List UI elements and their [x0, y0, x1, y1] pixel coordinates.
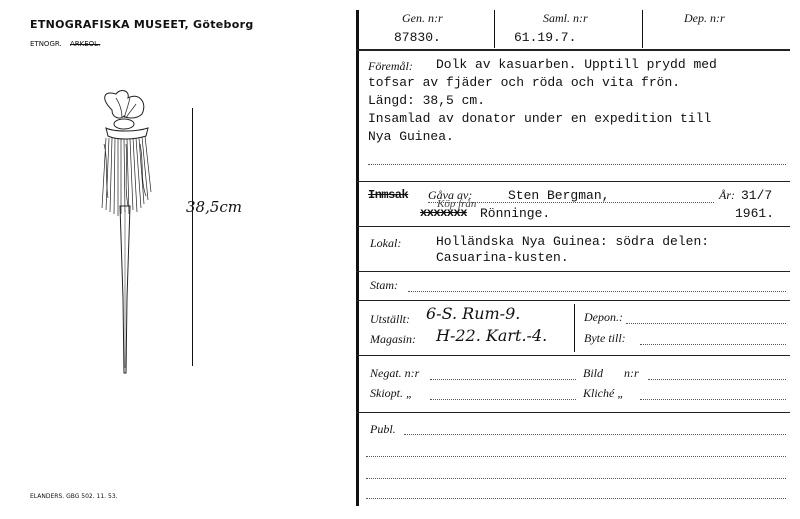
placement-rule — [356, 355, 790, 356]
card-left-border — [356, 10, 359, 506]
placement-divider — [574, 304, 575, 352]
photo-rule — [356, 412, 790, 413]
negat-label: Negat. n:r — [370, 366, 420, 380]
measure-line — [192, 108, 193, 366]
foremal-rule — [356, 181, 790, 182]
measure-note: 38,5cm — [186, 198, 243, 216]
lokal-label: Lokal: — [370, 236, 402, 250]
publ-dots-2 — [366, 456, 786, 457]
bild-nr: n:r — [624, 366, 639, 380]
foremal-dots-1 — [368, 164, 786, 165]
foremal-line-4: Insamlad av donator under en expedition till — [368, 111, 712, 126]
magasin-label: Magasin: — [370, 332, 416, 346]
bild-label: Bild — [583, 366, 603, 380]
publ-label: Publ. — [370, 422, 396, 436]
lokal-line-1: Holländska Nya Guinea: södra delen: — [436, 234, 710, 249]
bild-dots — [648, 379, 786, 380]
header-divider-1 — [494, 10, 495, 48]
magasin-value: H-22. Kart.-4. — [436, 326, 548, 345]
gava-label: Gåva av: — [428, 188, 473, 202]
skiopt-label: Skiopt. „ — [370, 386, 413, 400]
gen-label: Gen. n:r — [402, 11, 443, 25]
foremal-line-3: Längd: 38,5 cm. — [368, 93, 486, 108]
foremal-label: Föremål: — [368, 59, 413, 73]
gen-value: 87830. — [394, 30, 441, 45]
foremal-line-1: Dolk av kasuarben. Upptill prydd med — [436, 57, 717, 72]
ar-label: År: — [719, 188, 735, 202]
gava-dots — [428, 202, 714, 203]
publ-dots-4 — [366, 498, 786, 499]
saml-label: Saml. n:r — [543, 11, 588, 25]
museum-name: ETNOGRAFISKA MUSEET, Göteborg — [30, 18, 254, 31]
depon-dots — [626, 323, 786, 324]
gava-year: 1961. — [735, 206, 775, 221]
struck-inmsak: Inmsak — [368, 188, 409, 202]
utstallt-label: Utställt: — [370, 312, 411, 326]
skiopt-dots — [430, 399, 576, 400]
gava-donor: Sten Bergman, — [508, 188, 610, 203]
lokal-line-2: Casuarina-kusten. — [436, 250, 569, 265]
foremal-line-5: Nya Guinea. — [368, 129, 454, 144]
depon-label: Depon.: — [584, 310, 623, 324]
kliche-label: Kliché „ — [583, 386, 624, 400]
lokal-rule — [356, 271, 790, 272]
struck-kop: xxxxxxx — [420, 206, 467, 220]
utstallt-value: 6-S. Rum-9. — [426, 304, 521, 323]
kop-label: Köp från — [437, 198, 477, 210]
arkeol-label: ARKEOL. — [70, 40, 101, 48]
byte-dots — [640, 344, 786, 345]
gava-date: 31/7 — [741, 188, 773, 203]
stam-rule — [356, 300, 790, 301]
dagger-drawing — [96, 88, 166, 383]
negat-dots — [430, 379, 576, 380]
header-rule — [356, 49, 790, 51]
gava-place: Rönninge. — [480, 206, 551, 221]
saml-value: 61.19.7. — [514, 30, 577, 45]
dep-label: Dep. n:r — [684, 11, 725, 25]
gava-rule — [356, 226, 790, 227]
stam-dots — [408, 291, 786, 292]
foremal-line-2: tofsar av fjäder och röda och vita frön. — [368, 75, 681, 90]
byte-label: Byte till: — [584, 331, 626, 345]
header-divider-2 — [642, 10, 643, 48]
stam-label: Stam: — [370, 278, 398, 292]
publ-dots-1 — [404, 434, 786, 435]
kliche-dots — [640, 399, 786, 400]
etnogr-label: ETNOGR. — [30, 40, 62, 48]
publ-dots-3 — [366, 478, 786, 479]
printer-note: ELANDERS. GBG 502. 11. 53. — [30, 493, 118, 500]
